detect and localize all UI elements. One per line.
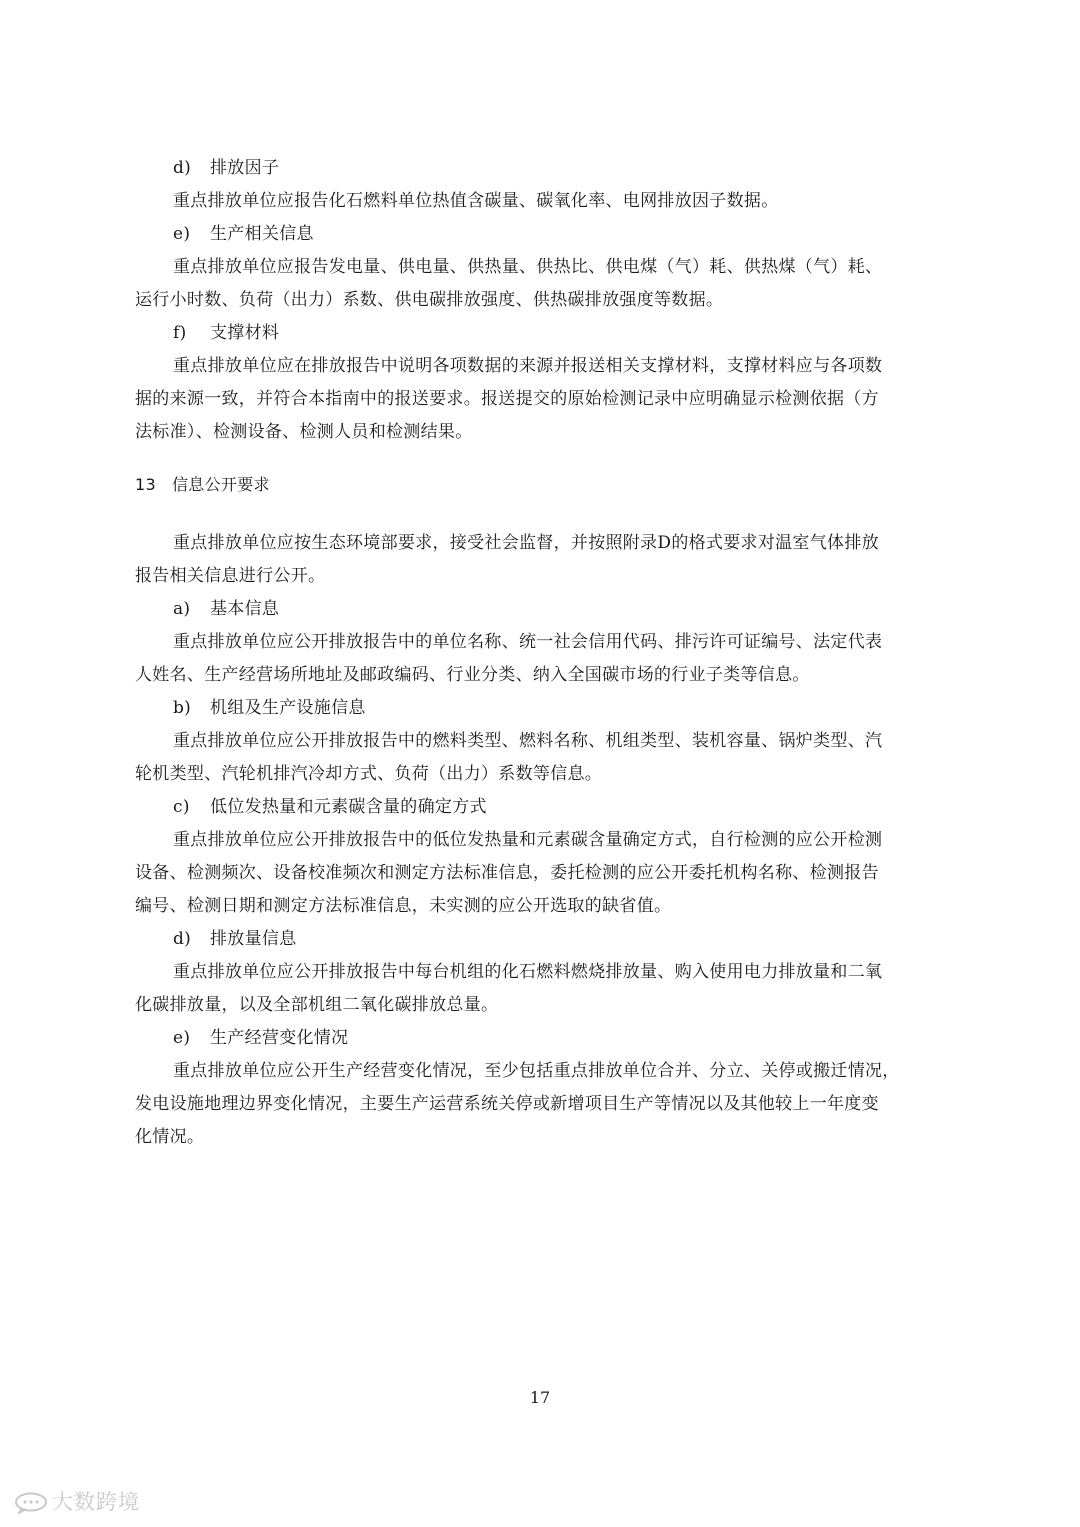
- item-emission-factor: [173, 157, 279, 179]
- paragraph-line: 重点排放单位应公开排放报告中每台机组的化石燃料燃烧排放量、购入使用电力排放量和二氧: [173, 962, 883, 982]
- paragraph-line: 重点排放单位应公开生产经营变化情况，至少包括重点排放单位合并、分立、关停或搬迁情况，: [173, 1061, 900, 1081]
- paragraph-line: 重点排放单位应公开排放报告中的燃料类型、燃料名称、机组类型、装机容量、锅炉类型、汽: [173, 731, 883, 751]
- item-operation-changes: [173, 1027, 348, 1049]
- item-basic-info: [173, 598, 279, 620]
- paragraph-line: 化情况。: [135, 1127, 205, 1147]
- item-title: 排放因子: [210, 158, 280, 178]
- section-number: 13: [135, 475, 156, 494]
- section-heading: [135, 474, 270, 496]
- paragraph-line: 人姓名、生产经营场所地址及邮政编码、行业分类、纳入全国碳市场的行业子类等信息。: [135, 665, 810, 685]
- item-title: 生产相关信息: [210, 224, 314, 244]
- watermark: [14, 1486, 140, 1516]
- section-title: 信息公开要求: [172, 475, 270, 494]
- paragraph-line: 重点排放单位应报告发电量、供电量、供热量、供热比、供电煤（气）耗、供热煤（气）耗、: [173, 257, 883, 277]
- item-title: 机组及生产设施信息: [210, 698, 366, 718]
- page-number: 17: [529, 1388, 551, 1407]
- item-label: f): [173, 323, 187, 343]
- paragraph-line: 化碳排放量，以及全部机组二氧化碳排放总量。: [135, 995, 499, 1015]
- item-title: 生产经营变化情况: [210, 1028, 349, 1048]
- paragraph-line: 法标准）、检测设备、检测人员和检测结果。: [135, 422, 473, 442]
- item-title: 排放量信息: [210, 929, 297, 949]
- paragraph-line: 轮机类型、汽轮机排汽冷却方式、负荷（出力）系数等信息。: [135, 764, 603, 784]
- item-label: c): [173, 797, 190, 817]
- item-label: d): [173, 929, 192, 949]
- paragraph-line: 据的来源一致，并符合本指南中的报送要求。报送提交的原始检测记录中应明确显示检测依据（方: [135, 389, 879, 409]
- paragraph-line: 重点排放单位应报告化石燃料单位热值含碳量、碳氧化率、电网排放因子数据。: [173, 191, 779, 211]
- paragraph-line: 发电设施地理边界变化情况，主要生产运营系统关停或新增项目生产等情况以及其他较上一年度变: [135, 1094, 879, 1114]
- paragraph-line: 重点排放单位应按生态环境部要求，接受社会监督，并按照附录D的格式要求对温室气体排放: [173, 533, 879, 553]
- item-label: e): [173, 1028, 191, 1048]
- paragraph-line: 报告相关信息进行公开。: [135, 566, 326, 586]
- item-label: e): [173, 224, 191, 244]
- paragraph-line: 编号、检测日期和测定方法标准信息，未实测的应公开选取的缺省值。: [135, 896, 672, 916]
- paragraph-line: 重点排放单位应公开排放报告中的单位名称、统一社会信用代码、排污许可证编号、法定代表: [173, 632, 883, 652]
- item-label: d): [173, 158, 192, 178]
- paragraph-line: 设备、检测频次、设备校准频次和测定方法标准信息，委托检测的应公开委托机构名称、检测报告: [135, 863, 879, 883]
- item-production-info: [173, 223, 314, 245]
- item-title: 支撑材料: [210, 323, 280, 343]
- item-label: a): [173, 599, 191, 619]
- item-emission-info: [173, 928, 297, 950]
- item-determination-method: [173, 796, 487, 818]
- item-title: 基本信息: [210, 599, 280, 619]
- item-supporting-materials: [173, 322, 279, 344]
- item-title: 低位发热量和元素碳含量的确定方式: [210, 797, 487, 817]
- item-label: b): [173, 698, 192, 718]
- paragraph-line: 重点排放单位应在排放报告中说明各项数据的来源并报送相关支撑材料，支撑材料应与各项数: [173, 356, 883, 376]
- paragraph-line: 重点排放单位应公开排放报告中的低位发热量和元素碳含量确定方式，自行检测的应公开检测: [173, 830, 883, 850]
- paragraph-line: 运行小时数、负荷（出力）系数、供电碳排放强度、供热碳排放强度等数据。: [135, 290, 724, 310]
- watermark-text: 大数跨境: [52, 1490, 140, 1514]
- item-unit-facility-info: [173, 697, 366, 719]
- chat-bubble-icon: [14, 1492, 48, 1514]
